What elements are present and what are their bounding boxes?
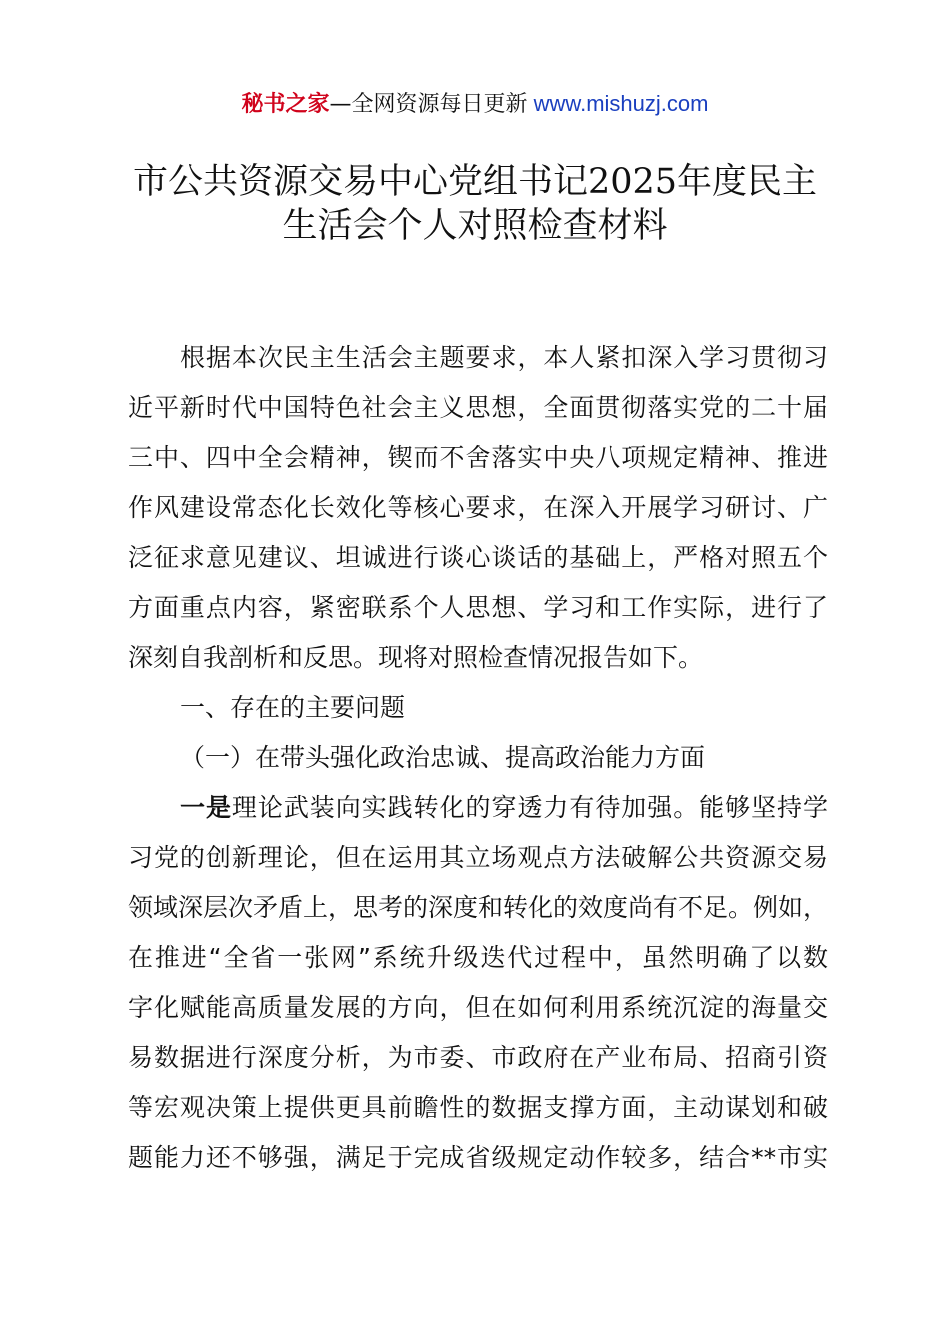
point-one-lead: 一是 [180,793,232,822]
site-banner [0,88,950,121]
title-line: 生活会个人对照检查材料 [282,206,668,246]
point-one-first-line [128,783,828,833]
site-brand-name: 秘书之家 [241,92,330,117]
point-one-line: 题能力还不够强，满足于完成省级规定动作较多，结合**市实 [128,1143,828,1172]
intro-paragraph-line: 三中、四中全会精神，锲而不舍落实中央八项规定精神、推进 [128,443,828,472]
title-line: 市公共资源交易中心党组书记2025年度民主 [132,162,818,202]
point-one-line: 在推进“全省一张网”系统升级迭代过程中，虽然明确了以数 [128,943,828,972]
point-one-line: 习党的创新理论，但在运用其立场观点方法破解公共资源交易 [128,843,828,872]
document-body [128,333,828,1183]
point-one-line: 领域深层次矛盾上，思考的深度和转化的效度尚有不足。例如， [128,893,829,922]
point-one-line: 易数据进行深度分析，为市委、市政府在产业布局、招商引资 [128,1043,828,1072]
intro-paragraph-line: 近平新时代中国特色社会主义思想，全面贯彻落实党的二十届 [128,393,828,422]
site-url-link[interactable]: www.mishuzj.com [527,91,709,116]
section-heading: 一、存在的主要问题 [180,693,406,722]
intro-paragraph-line: 方面重点内容，紧密联系个人思想、学习和工作实际，进行了 [128,593,828,622]
intro-paragraph-line: 作风建设常态化长效化等核心要求，在深入开展学习研讨、广 [128,493,828,522]
point-one-line: 等宏观决策上提供更具前瞻性的数据支撑方面，主动谋划和破 [128,1093,828,1122]
subsection-heading: （一）在带头强化政治忠诚、提高政治能力方面 [180,743,706,772]
intro-paragraph-line: 泛征求意见建议、坦诚进行谈心谈话的基础上，严格对照五个 [128,543,828,572]
document-title [100,160,850,248]
point-one-line: 字化赋能高质量发展的方向，但在如何利用系统沉淀的海量交 [128,993,828,1022]
point-one-first-line-text: 理论武装向实践转化的穿透力有待加强。能够坚持学 [231,793,828,822]
site-slogan: —全网资源每日更新 [329,92,528,117]
intro-paragraph-line: 根据本次民主生活会主题要求，本人紧扣深入学习贯彻习 [180,343,828,372]
intro-paragraph-line: 深刻自我剖析和反思。现将对照检查情况报告如下。 [128,643,704,672]
